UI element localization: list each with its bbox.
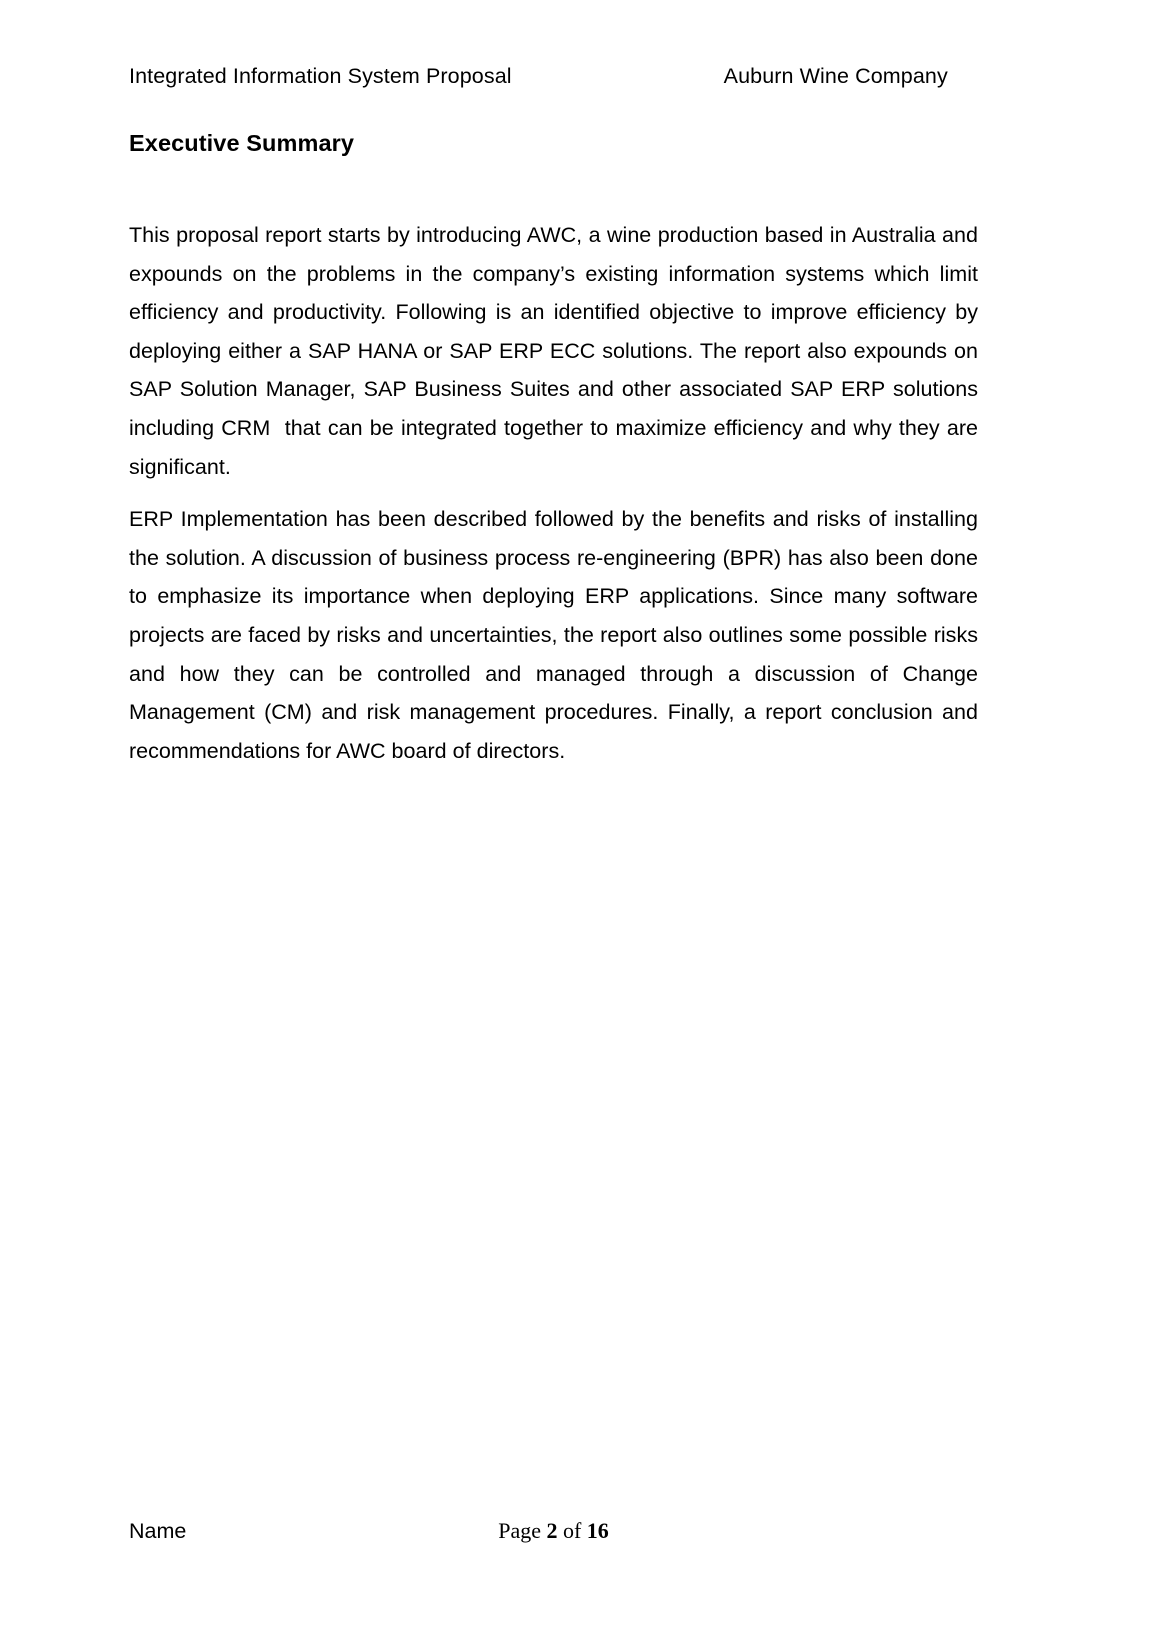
footer-page-number: 2 [546,1518,558,1543]
footer-page-of: of [562,1518,582,1543]
running-footer [129,1516,978,1546]
page-content [129,128,984,770]
footer-page-indicator [498,1516,609,1546]
header-company-name: Auburn Wine Company [723,64,948,88]
section-heading-executive-summary: Executive Summary [129,130,355,156]
footer-page-total: 16 [586,1518,609,1543]
footer-page-prefix: Page [498,1518,541,1543]
header-document-title: Integrated Information System Proposal [129,64,512,88]
running-header [129,62,978,90]
heading-spacer [129,158,978,216]
footer-author-name: Name [129,1519,187,1543]
paragraph-1: This proposal report starts by introducing AWC, a wine production based in Australia and expounds on the problems in the company’s existing information systems which limit efficiency and productivity. Following is an identified objective to improve efficiency by deploying either a SAP HANA or SAP ERP ECC solutions. The report also expounds on SAP Solution Manager, SAP Business Suites and other associated SAP ERP solutions including CRM that can be integrated together to maximize efficiency and why they are significant. [129,223,984,479]
paragraph-2: ERP Implementation has been described followed by the benefits and risks of installing the solution. A discussion of business process re-engineering (BPR) has also been done to emphasize its importance when deploying ERP applications. Since many software projects are faced by risks and uncertainties, the report also outlines some possible risks and how they can be controlled and managed through a discussion of Change Management (CM) and risk management procedures. Finally, a report conclusion and recommendations for AWC board of directors. [129,507,984,763]
